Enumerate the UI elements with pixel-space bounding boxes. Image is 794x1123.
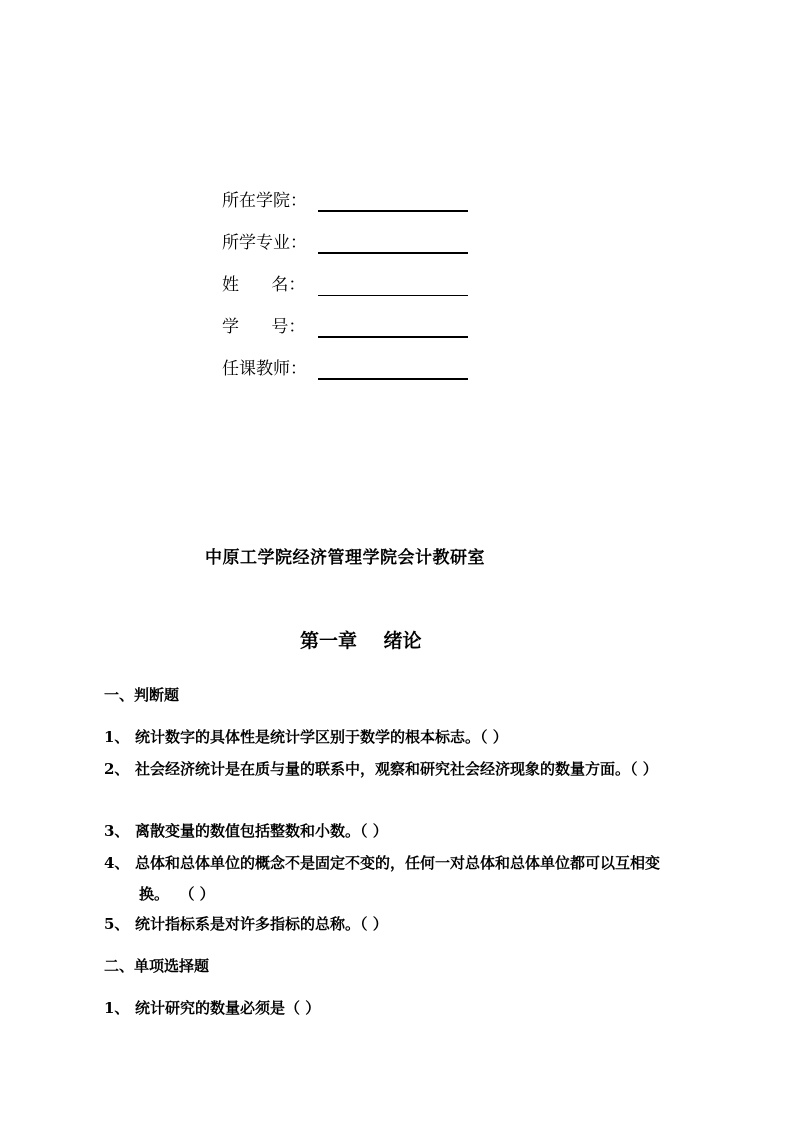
major-label: 所学专业： xyxy=(222,233,307,253)
question-item xyxy=(104,913,388,934)
question-item xyxy=(104,997,320,1018)
teacher-blank-line[interactable] xyxy=(318,358,468,380)
college-label: 所在学院： xyxy=(222,191,307,211)
student-id-label: 学 号： xyxy=(222,317,306,337)
major-blank-line[interactable] xyxy=(318,232,468,254)
name-blank-line[interactable] xyxy=(318,275,468,296)
question-number: 1、 xyxy=(104,728,130,746)
question-text: 统计数字的具体性是统计学区别于数学的根本标志。（ ） xyxy=(135,728,508,746)
question-item xyxy=(104,726,508,747)
question-item xyxy=(104,758,658,779)
question-item xyxy=(104,820,388,841)
name-field xyxy=(222,270,468,296)
section-single-choice-title: 二、单项选择题 xyxy=(104,957,210,975)
section-true-false-title: 一、判断题 xyxy=(104,686,180,704)
question-text: 离散变量的数值包括整数和小数。（ ） xyxy=(135,822,388,840)
student-id-blank-line[interactable] xyxy=(318,316,468,338)
major-field xyxy=(222,228,468,254)
question-text: 统计指标系是对许多指标的总称。（ ） xyxy=(135,915,388,933)
name-label: 姓 名： xyxy=(222,275,306,295)
student-id-field xyxy=(222,312,468,338)
question-text: 总体和总体单位的概念不是固定不变的，任何一对总体和总体单位都可以互相变 xyxy=(135,854,661,872)
teacher-field xyxy=(222,354,468,380)
college-blank-line[interactable] xyxy=(318,190,468,212)
chapter-heading: 第一章 绪论 xyxy=(300,630,422,652)
question-text: 社会经济统计是在质与量的联系中，观察和研究社会经济现象的数量方面。（ ） xyxy=(135,760,658,778)
department-title: 中原工学院经济管理学院会计教研室 xyxy=(205,548,485,568)
question-text-continuation: 换。 （ ） xyxy=(139,885,215,903)
college-field xyxy=(222,186,468,212)
question-number: 3、 xyxy=(104,822,130,840)
question-number: 5、 xyxy=(104,915,130,933)
question-number: 2、 xyxy=(104,760,130,778)
question-number: 1、 xyxy=(104,999,130,1017)
teacher-label: 任课教师： xyxy=(222,359,307,379)
question-text: 统计研究的数量必须是（ ） xyxy=(135,999,321,1017)
question-number: 4、 xyxy=(104,854,130,872)
question-item xyxy=(104,852,660,873)
